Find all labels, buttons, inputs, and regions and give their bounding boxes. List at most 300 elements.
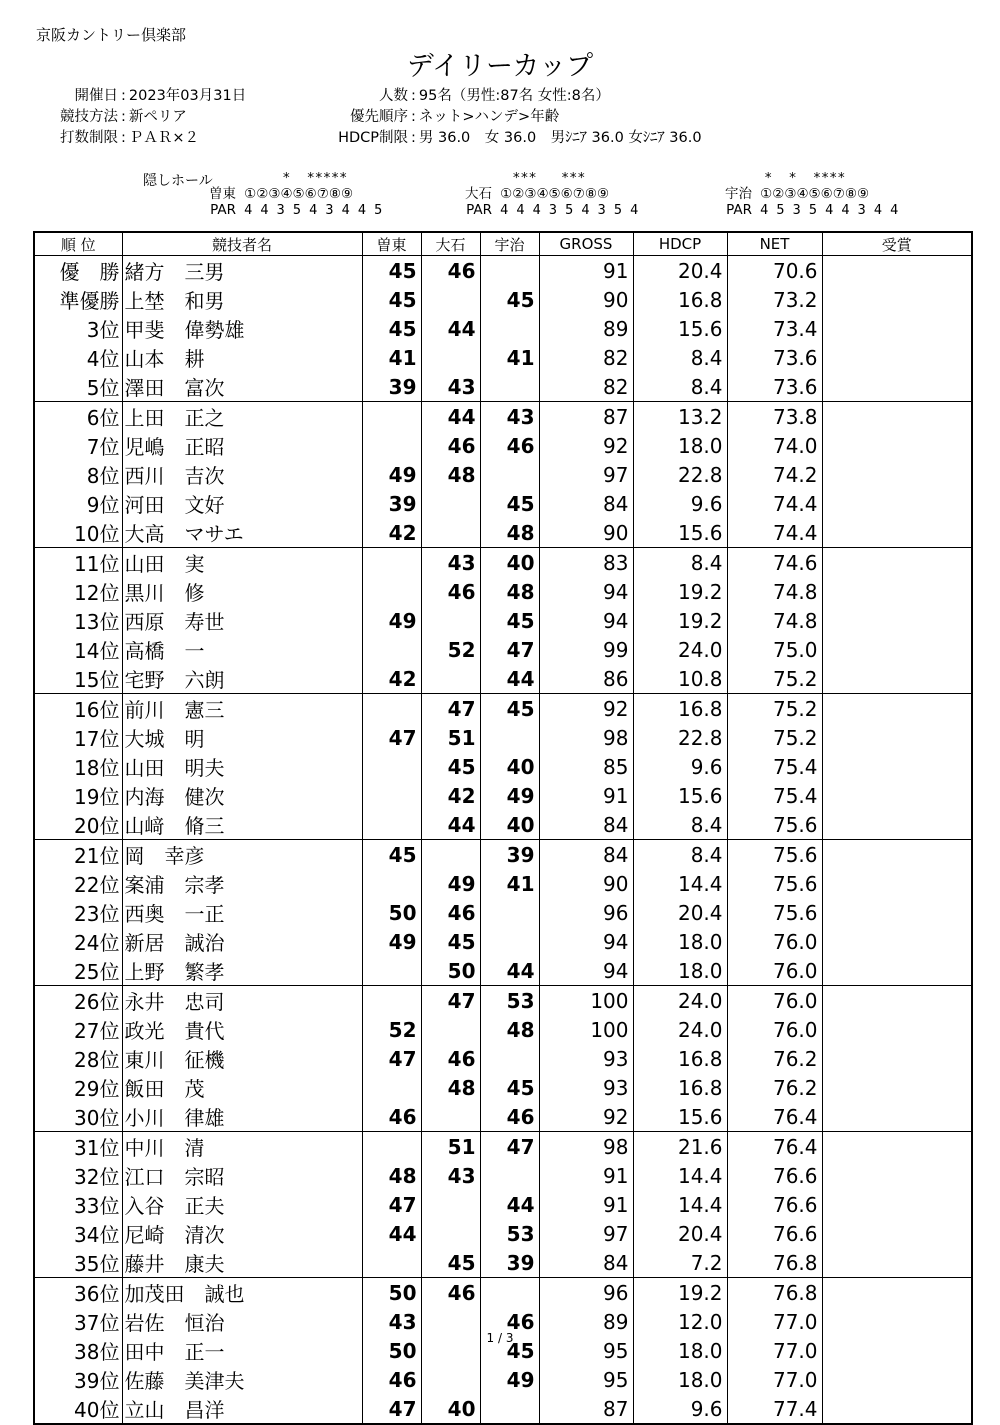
gross-cell: 91 [539, 1161, 633, 1190]
table-row [34, 256, 972, 286]
hdcp-cell: 9.6 [633, 489, 727, 518]
rank-cell: 3位 [86, 318, 120, 342]
player-name-cell: 政光 貴代 [122, 1015, 362, 1044]
hdcp-cell: 14.4 [633, 1161, 727, 1190]
net-cell: 75.4 [727, 781, 822, 810]
gross-cell: 92 [539, 1102, 633, 1132]
net-cell: 77.4 [727, 1394, 822, 1424]
net-cell: 76.6 [727, 1161, 822, 1190]
net-cell: 73.6 [727, 343, 822, 372]
net-cell: 73.2 [727, 285, 822, 314]
player-name-cell: 緒方 三男 [122, 256, 362, 286]
sotogahara-score-cell: 48 [362, 1161, 421, 1190]
player-name-cell: 前川 憲三 [122, 694, 362, 724]
player-name-cell: 東川 征機 [122, 1044, 362, 1073]
player-name-cell: 飯田 茂 [122, 1073, 362, 1102]
award-cell [822, 1190, 972, 1219]
header-oishi: 大石 [421, 232, 480, 256]
hdcp-cell: 8.4 [633, 810, 727, 840]
rank-cell: 17位 [74, 727, 120, 751]
page-title: デイリーカップ [406, 51, 594, 82]
oishi-score-cell: 46 [421, 256, 480, 286]
hdcp-cell: 18.0 [633, 927, 727, 956]
info-value: 新ペリア [128, 109, 187, 125]
net-cell: 74.4 [727, 489, 822, 518]
player-name-cell: 宅野 六朗 [122, 664, 362, 694]
player-name-cell: 案浦 宗孝 [122, 869, 362, 898]
uji-score-cell: 41 [480, 869, 539, 898]
course-block-sotogahara [200, 170, 382, 218]
player-name-cell: 佐藤 美津夫 [122, 1365, 362, 1394]
info-label: 競技方法 [60, 109, 118, 125]
net-cell: 70.6 [727, 256, 822, 286]
net-cell: 75.2 [727, 694, 822, 724]
rank-cell: 34位 [74, 1223, 120, 1247]
oishi-score-cell: 50 [421, 956, 480, 986]
hdcp-cell: 18.0 [633, 431, 727, 460]
player-name-cell: 澤田 富次 [122, 372, 362, 402]
info-label: 開催日 [74, 88, 118, 104]
rank-cell: 33位 [74, 1194, 120, 1218]
uji-score-cell: 45 [480, 606, 539, 635]
gross-cell: 92 [539, 431, 633, 460]
uji-score-cell: 43 [480, 402, 539, 432]
hidden-hole-marks: * ***** [266, 170, 348, 186]
info-row-priority: 優先順序 : ネット>ハンデ>年齢 [312, 107, 702, 128]
hdcp-cell: 8.4 [633, 840, 727, 870]
net-cell: 75.2 [727, 664, 822, 694]
oishi-score-cell: 46 [421, 577, 480, 606]
gross-cell: 87 [539, 1394, 633, 1424]
net-cell: 73.6 [727, 372, 822, 402]
award-cell [822, 635, 972, 664]
table-row [34, 956, 972, 986]
sotogahara-score-cell [362, 810, 421, 840]
sotogahara-score-cell: 43 [362, 1307, 421, 1336]
oishi-score-cell [421, 343, 480, 372]
table-row [34, 1044, 972, 1073]
table-row [34, 343, 972, 372]
gross-cell: 84 [539, 810, 633, 840]
course-block-oishi [456, 170, 638, 218]
hdcp-cell: 18.0 [633, 1336, 727, 1365]
hdcp-cell: 8.4 [633, 372, 727, 402]
rank-cell: 26位 [74, 990, 120, 1014]
award-cell [822, 898, 972, 927]
player-name-cell: 尼崎 清次 [122, 1219, 362, 1248]
header-player: 競技者名 [122, 232, 362, 256]
header-uji: 宇治 [480, 232, 539, 256]
header-gross: GROSS [539, 232, 633, 256]
sotogahara-score-cell [362, 986, 421, 1016]
net-cell: 76.2 [727, 1044, 822, 1073]
sotogahara-score-cell [362, 635, 421, 664]
player-name-cell: 山田 明夫 [122, 752, 362, 781]
hdcp-cell: 20.4 [633, 898, 727, 927]
course-block-uji [716, 170, 898, 218]
uji-score-cell: 39 [480, 1248, 539, 1278]
uji-score-cell: 48 [480, 1015, 539, 1044]
oishi-score-cell: 45 [421, 1248, 480, 1278]
net-cell: 75.4 [727, 752, 822, 781]
results-table [33, 231, 973, 1425]
table-row [34, 898, 972, 927]
award-cell [822, 489, 972, 518]
award-cell [822, 1102, 972, 1132]
sotogahara-score-cell: 50 [362, 1336, 421, 1365]
table-row [34, 927, 972, 956]
oishi-score-cell: 43 [421, 372, 480, 402]
uji-score-cell: 53 [480, 1219, 539, 1248]
uji-score-cell: 47 [480, 635, 539, 664]
uji-score-cell: 46 [480, 1102, 539, 1132]
oishi-score-cell [421, 840, 480, 870]
rank-cell: 優 勝 [59, 260, 120, 284]
uji-score-cell: 41 [480, 343, 539, 372]
info-value: 男 36.0 女 36.0 男ｼﾆｱ 36.0 女ｼﾆｱ 36.0 [418, 130, 702, 146]
sotogahara-score-cell: 39 [362, 372, 421, 402]
uji-score-cell: 44 [480, 1190, 539, 1219]
uji-score-cell [480, 460, 539, 489]
hdcp-cell: 16.8 [633, 285, 727, 314]
award-cell [822, 431, 972, 460]
header-net: NET [727, 232, 822, 256]
oishi-score-cell: 44 [421, 314, 480, 343]
net-cell: 74.8 [727, 606, 822, 635]
gross-cell: 94 [539, 606, 633, 635]
sotogahara-score-cell [362, 781, 421, 810]
sotogahara-score-cell: 52 [362, 1015, 421, 1044]
uji-score-cell: 44 [480, 664, 539, 694]
table-row [34, 1190, 972, 1219]
oishi-score-cell: 51 [421, 723, 480, 752]
net-cell: 76.6 [727, 1190, 822, 1219]
rank-cell: 14位 [74, 639, 120, 663]
rank-cell: 19位 [74, 785, 120, 809]
hdcp-cell: 22.8 [633, 460, 727, 489]
award-cell [822, 1044, 972, 1073]
hdcp-cell: 15.6 [633, 314, 727, 343]
rank-cell: 28位 [74, 1048, 120, 1072]
gross-cell: 96 [539, 1278, 633, 1308]
hdcp-cell: 20.4 [633, 1219, 727, 1248]
course-name: 大石 [465, 186, 492, 202]
award-cell [822, 810, 972, 840]
hdcp-cell: 10.8 [633, 664, 727, 694]
uji-score-cell: 40 [480, 810, 539, 840]
hdcp-cell: 24.0 [633, 986, 727, 1016]
hidden-holes-label: 隠しホール [143, 173, 213, 189]
award-cell [822, 840, 972, 870]
award-cell [822, 460, 972, 489]
info-row-limit: 打数制限 : ＰＡＲ×２ [48, 128, 246, 149]
player-name-cell: 田中 正一 [122, 1336, 362, 1365]
event-info-right [312, 86, 702, 149]
table-row [34, 1394, 972, 1424]
net-cell: 75.6 [727, 898, 822, 927]
player-name-cell: 加茂田 誠也 [122, 1278, 362, 1308]
table-row [34, 460, 972, 489]
award-cell [822, 986, 972, 1016]
oishi-score-cell [421, 489, 480, 518]
sotogahara-score-cell: 47 [362, 1044, 421, 1073]
player-name-cell: 藤井 康夫 [122, 1248, 362, 1278]
player-name-cell: 中川 清 [122, 1132, 362, 1162]
rank-cell: 12位 [74, 581, 120, 605]
oishi-score-cell: 47 [421, 986, 480, 1016]
sotogahara-score-cell [362, 1073, 421, 1102]
sotogahara-score-cell: 42 [362, 664, 421, 694]
sotogahara-score-cell: 46 [362, 1365, 421, 1394]
award-cell [822, 518, 972, 548]
oishi-score-cell: 51 [421, 1132, 480, 1162]
hdcp-cell: 8.4 [633, 343, 727, 372]
uji-score-cell: 45 [480, 489, 539, 518]
par-values: 4 4 3 5 4 3 4 4 5 [244, 202, 383, 218]
oishi-score-cell [421, 664, 480, 694]
player-name-cell: 山本 耕 [122, 343, 362, 372]
uji-score-cell: 46 [480, 1307, 539, 1336]
sotogahara-score-cell: 41 [362, 343, 421, 372]
rank-cell: 37位 [74, 1311, 120, 1335]
rank-cell: 7位 [86, 435, 120, 459]
gross-cell: 99 [539, 635, 633, 664]
rank-cell: 21位 [74, 844, 120, 868]
hdcp-cell: 19.2 [633, 606, 727, 635]
net-cell: 73.8 [727, 402, 822, 432]
award-cell [822, 606, 972, 635]
uji-score-cell [480, 898, 539, 927]
par-label: PAR [466, 202, 492, 218]
uji-score-cell [480, 256, 539, 286]
par-values: 4 5 3 5 4 4 3 4 4 [760, 202, 899, 218]
club-name: 京阪カントリー倶楽部 [36, 26, 187, 44]
gross-cell: 100 [539, 1015, 633, 1044]
hdcp-cell: 13.2 [633, 402, 727, 432]
award-cell [822, 956, 972, 986]
rank-cell: 36位 [74, 1282, 120, 1306]
sotogahara-score-cell [362, 402, 421, 432]
rank-cell: 8位 [86, 464, 120, 488]
gross-cell: 97 [539, 460, 633, 489]
sotogahara-score-cell [362, 869, 421, 898]
gross-cell: 90 [539, 518, 633, 548]
uji-score-cell [480, 1161, 539, 1190]
player-name-cell: 江口 宗昭 [122, 1161, 362, 1190]
sotogahara-score-cell [362, 956, 421, 986]
hdcp-cell: 15.6 [633, 1102, 727, 1132]
player-name-cell: 山田 実 [122, 548, 362, 578]
player-name-cell: 岩佐 恒治 [122, 1307, 362, 1336]
gross-cell: 87 [539, 402, 633, 432]
table-row [34, 752, 972, 781]
rank-cell: 15位 [34, 664, 122, 694]
rank-cell: 29位 [74, 1077, 120, 1101]
uji-score-cell [480, 1278, 539, 1308]
table-row [34, 402, 972, 432]
oishi-score-cell [421, 1219, 480, 1248]
player-name-cell: 岡 幸彦 [122, 840, 362, 870]
sotogahara-score-cell: 49 [362, 927, 421, 956]
rank-cell: 39位 [74, 1369, 120, 1393]
gross-cell: 94 [539, 927, 633, 956]
uji-score-cell: 45 [480, 1073, 539, 1102]
gross-cell: 94 [539, 956, 633, 986]
sotogahara-score-cell: 45 [362, 285, 421, 314]
table-row [34, 285, 972, 314]
table-row [34, 869, 972, 898]
gross-cell: 98 [539, 723, 633, 752]
sotogahara-score-cell [362, 577, 421, 606]
gross-cell: 92 [539, 694, 633, 724]
table-row [34, 1102, 972, 1132]
rank-cell: 9位 [86, 493, 120, 517]
sotogahara-score-cell: 46 [362, 1102, 421, 1132]
oishi-score-cell: 49 [421, 869, 480, 898]
info-label: 打数制限 [60, 130, 118, 146]
oishi-score-cell [421, 606, 480, 635]
uji-score-cell: 53 [480, 986, 539, 1016]
hdcp-cell: 20.4 [633, 256, 727, 286]
player-name-cell: 西原 寿世 [122, 606, 362, 635]
net-cell: 76.8 [727, 1278, 822, 1308]
player-name-cell: 山﨑 脩三 [122, 810, 362, 840]
uji-score-cell [480, 723, 539, 752]
player-name-cell: 上野 繁孝 [122, 956, 362, 986]
rank-cell: 31位 [74, 1136, 120, 1160]
oishi-score-cell [421, 1365, 480, 1394]
award-cell [822, 372, 972, 402]
table-row [34, 314, 972, 343]
award-cell [822, 664, 972, 694]
table-row [34, 723, 972, 752]
uji-score-cell [480, 372, 539, 402]
hdcp-cell: 14.4 [633, 1190, 727, 1219]
net-cell: 73.4 [727, 314, 822, 343]
sotogahara-score-cell: 49 [362, 460, 421, 489]
table-row [34, 986, 972, 1016]
hdcp-cell: 19.2 [633, 1278, 727, 1308]
oishi-score-cell: 46 [421, 431, 480, 460]
net-cell: 75.6 [727, 840, 822, 870]
table-row [34, 1132, 972, 1162]
net-cell: 77.0 [727, 1307, 822, 1336]
award-cell [822, 927, 972, 956]
hdcp-cell: 22.8 [633, 723, 727, 752]
uji-score-cell: 47 [480, 1132, 539, 1162]
oishi-score-cell: 48 [421, 460, 480, 489]
gross-cell: 89 [539, 1307, 633, 1336]
hdcp-cell: 12.0 [633, 1307, 727, 1336]
hole-numbers: ①②③④⑤⑥⑦⑧⑨ [500, 186, 610, 202]
hdcp-cell: 14.4 [633, 869, 727, 898]
gross-cell: 95 [539, 1336, 633, 1365]
uji-score-cell: 45 [480, 694, 539, 724]
net-cell: 76.8 [727, 1248, 822, 1278]
uji-score-cell [480, 1394, 539, 1424]
rank-cell: 準優勝 [59, 289, 120, 313]
oishi-score-cell: 44 [421, 402, 480, 432]
net-cell: 75.6 [727, 810, 822, 840]
uji-score-cell: 45 [480, 1336, 539, 1365]
player-name-cell: 上埜 和男 [122, 285, 362, 314]
award-cell [822, 1132, 972, 1162]
sotogahara-score-cell [362, 431, 421, 460]
oishi-score-cell: 45 [421, 927, 480, 956]
table-row [34, 1248, 972, 1278]
uji-score-cell: 49 [480, 781, 539, 810]
rank-cell: 25位 [34, 956, 122, 986]
oishi-score-cell [421, 1102, 480, 1132]
gross-cell: 82 [539, 343, 633, 372]
info-value: ネット>ハンデ>年齢 [418, 109, 560, 125]
net-cell: 74.4 [727, 518, 822, 548]
info-row-count: 人数 : 95名（男性:87名 女性:8名） [312, 86, 702, 107]
net-cell: 77.0 [727, 1365, 822, 1394]
sotogahara-score-cell: 44 [362, 1219, 421, 1248]
award-cell [822, 548, 972, 578]
net-cell: 76.0 [727, 927, 822, 956]
page-number: 1 / 3 [486, 1331, 514, 1345]
info-row-method: 競技方法 : 新ペリア [48, 107, 246, 128]
net-cell: 76.0 [727, 956, 822, 986]
sotogahara-score-cell: 42 [362, 518, 421, 548]
uji-score-cell: 46 [480, 431, 539, 460]
hdcp-cell: 15.6 [633, 781, 727, 810]
rank-cell: 13位 [74, 610, 120, 634]
award-cell [822, 1015, 972, 1044]
info-label: 人数 [379, 88, 408, 104]
rank-cell: 22位 [74, 873, 120, 897]
net-cell: 74.0 [727, 431, 822, 460]
sotogahara-score-cell: 50 [362, 1278, 421, 1308]
table-row [34, 577, 972, 606]
hdcp-cell: 18.0 [633, 1365, 727, 1394]
course-name: 宇治 [725, 186, 752, 202]
gross-cell: 91 [539, 1190, 633, 1219]
sotogahara-score-cell: 45 [362, 840, 421, 870]
player-name-cell: 高橋 一 [122, 635, 362, 664]
rank-cell: 10位 [34, 518, 122, 548]
player-name-cell: 永井 忠司 [122, 986, 362, 1016]
sotogahara-score-cell [362, 694, 421, 724]
uji-score-cell: 40 [480, 752, 539, 781]
net-cell: 75.2 [727, 723, 822, 752]
table-row [34, 606, 972, 635]
info-value: ＰＡＲ×２ [128, 130, 200, 146]
net-cell: 74.8 [727, 577, 822, 606]
table-row [34, 372, 972, 402]
table-row [34, 810, 972, 840]
gross-cell: 98 [539, 1132, 633, 1162]
table-row [34, 518, 972, 548]
info-row-hdcp-limit: HDCP制限 : 男 36.0 女 36.0 男ｼﾆｱ 36.0 女ｼﾆｱ 36.0 [312, 128, 702, 149]
hdcp-cell: 15.6 [633, 518, 727, 548]
sotogahara-score-cell [362, 752, 421, 781]
par-label: PAR [726, 202, 752, 218]
award-cell [822, 343, 972, 372]
info-value: 95名（男性:87名 女性:8名） [418, 88, 610, 104]
hdcp-cell: 16.8 [633, 694, 727, 724]
award-cell [822, 1278, 972, 1308]
table-row [34, 1365, 972, 1394]
sotogahara-score-cell [362, 1248, 421, 1278]
info-row-date: 開催日 : 2023年03月31日 [48, 86, 246, 107]
oishi-score-cell: 46 [421, 1044, 480, 1073]
table-header-row [34, 232, 972, 256]
oishi-score-cell: 43 [421, 1161, 480, 1190]
player-name-cell: 黒川 修 [122, 577, 362, 606]
